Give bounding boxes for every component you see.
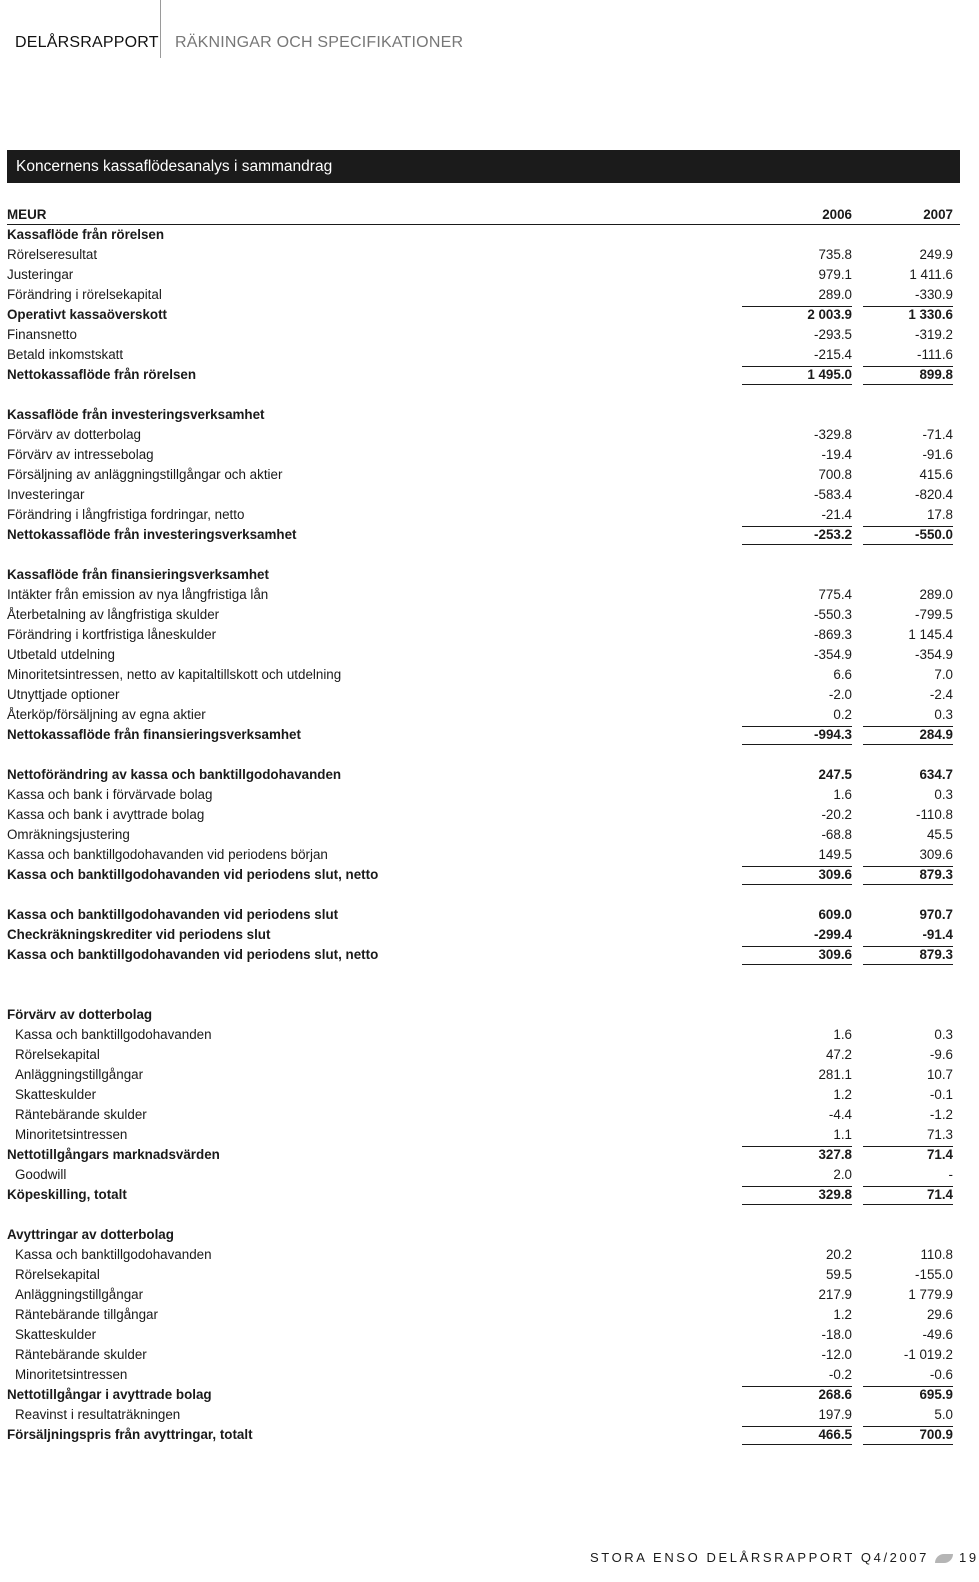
value-2006: -994.3 — [742, 725, 852, 745]
value-2007: 1 145.4 — [908, 627, 953, 642]
value-2006: 289.0 — [818, 287, 852, 302]
row-label: Investeringar — [7, 487, 85, 502]
value-2007: 970.7 — [919, 907, 953, 922]
table-row — [7, 805, 960, 825]
table-row — [7, 845, 960, 865]
row-label: Anläggningstillgångar — [15, 1067, 144, 1082]
subtotal-row — [7, 1385, 960, 1405]
value-2007: 0.3 — [934, 707, 953, 722]
table-row — [7, 1025, 960, 1045]
value-2007: -319.2 — [915, 327, 953, 342]
value-2006: 775.4 — [818, 587, 852, 602]
footer-report-name: STORA ENSO DELÅRSRAPPORT Q4/2007 — [590, 1550, 929, 1565]
row-label: Återköp/försäljning av egna aktier — [7, 707, 206, 722]
value-2007: 0.3 — [934, 1027, 953, 1042]
row-label: Goodwill — [15, 1167, 67, 1182]
value-2006: -68.8 — [821, 827, 852, 842]
value-2007: -354.9 — [915, 647, 953, 662]
row-label: Kassa och banktillgodohavanden vid periodens början — [7, 847, 328, 862]
row-label: Rörelsekapital — [15, 1047, 100, 1062]
value-2007: 17.8 — [926, 507, 953, 522]
column-header-2007: 2007 — [923, 207, 953, 222]
value-2006: 979.1 — [818, 267, 852, 282]
value-2006: 59.5 — [825, 1267, 852, 1282]
row-label: Kassaflöde från rörelsen — [7, 227, 165, 242]
row-label: Försäljning av anläggningstillgångar och aktier — [7, 467, 283, 482]
row-label: Betald inkomstskatt — [7, 347, 124, 362]
total-row — [7, 765, 960, 785]
value-2007: -49.6 — [922, 1327, 953, 1342]
table-header-row — [7, 205, 960, 225]
total-row — [7, 1425, 960, 1445]
value-2006: -18.0 — [821, 1327, 852, 1342]
table-row — [7, 1105, 960, 1125]
value-2007: 5.0 — [934, 1407, 953, 1422]
row-label: Förvärv av intressebolag — [7, 447, 154, 462]
value-2006: -19.4 — [821, 447, 852, 462]
value-2007: -91.6 — [922, 447, 953, 462]
statement-title: Koncernens kassaflödesanalys i sammandrag — [16, 158, 333, 175]
table-row — [7, 825, 960, 845]
row-label: Nettokassaflöde från investeringsverksamhet — [7, 527, 297, 542]
value-2006: 700.8 — [818, 467, 852, 482]
value-2006: 281.1 — [818, 1067, 852, 1082]
value-2007: 29.6 — [926, 1307, 953, 1322]
section-heading-row — [7, 225, 960, 245]
row-label: Kassaflöde från investeringsverksamhet — [7, 407, 265, 422]
table-row — [7, 1065, 960, 1085]
table-row — [7, 685, 960, 705]
table-row — [7, 925, 960, 945]
section-heading-row — [7, 565, 960, 585]
row-label: Kassa och banktillgodohavanden vid periodens slut — [7, 907, 339, 922]
row-label: Nettotillgångar i avyttrade bolag — [7, 1387, 212, 1402]
value-2006: 1.1 — [833, 1127, 852, 1142]
value-2007: 695.9 — [863, 1385, 953, 1405]
table-row — [7, 585, 960, 605]
value-2007: 7.0 — [934, 667, 953, 682]
value-2007: -71.4 — [922, 427, 953, 442]
value-2007: -110.8 — [916, 807, 953, 822]
value-2007: 1 779.9 — [908, 1287, 953, 1302]
page-footer — [590, 1550, 979, 1565]
value-2006: 1.2 — [833, 1087, 852, 1102]
table-row — [7, 645, 960, 665]
value-2007: -155.0 — [915, 1267, 953, 1282]
row-label: Justeringar — [7, 267, 74, 282]
table-row — [7, 705, 960, 725]
unit-label: MEUR — [7, 207, 47, 222]
page-header — [0, 0, 960, 58]
value-2007: 284.9 — [863, 725, 953, 745]
value-2007: -550.0 — [863, 525, 953, 545]
table-row — [7, 625, 960, 645]
table-row — [7, 1345, 960, 1365]
value-2006: -550.3 — [814, 607, 852, 622]
value-2006: -329.8 — [814, 427, 852, 442]
section-heading-row — [7, 1005, 960, 1025]
row-label: Förvärv av dotterbolag — [7, 427, 141, 442]
table-row — [7, 1045, 960, 1065]
value-2006: 309.6 — [742, 865, 852, 885]
value-2006: -253.2 — [742, 525, 852, 545]
page-number: 19 — [958, 1550, 979, 1565]
table-row — [7, 325, 960, 345]
table-row — [7, 505, 960, 525]
statement-title-bar — [7, 150, 960, 183]
table-row — [7, 265, 960, 285]
value-2006: 0.2 — [833, 707, 852, 722]
row-label: Försäljningspris från avyttringar, totalt — [7, 1427, 253, 1442]
table-row — [7, 245, 960, 265]
table-row — [7, 1305, 960, 1325]
row-label: Återbetalning av långfristiga skulder — [7, 607, 220, 622]
subtotal-row — [7, 305, 960, 325]
value-2007: 309.6 — [919, 847, 953, 862]
value-2006: -21.4 — [821, 507, 852, 522]
row-label: Kassa och bank i förvärvade bolag — [7, 787, 213, 802]
row-label: Finansnetto — [7, 327, 77, 342]
row-label: Operativt kassaöverskott — [7, 307, 168, 322]
row-label: Kassa och banktillgodohavanden vid periodens slut, netto — [7, 867, 379, 882]
value-2006: 1.6 — [833, 787, 852, 802]
row-label: Omräkningsjustering — [7, 827, 130, 842]
table-row — [7, 785, 960, 805]
value-2006: -354.9 — [814, 647, 852, 662]
value-2007: -9.6 — [929, 1047, 953, 1062]
value-2006: -12.0 — [821, 1347, 852, 1362]
table-row — [7, 1285, 960, 1305]
table-row — [7, 665, 960, 685]
table-row — [7, 445, 960, 465]
value-2006: 609.0 — [818, 907, 852, 922]
value-2007: 110.8 — [920, 1247, 953, 1262]
total-row — [7, 525, 960, 545]
total-row — [7, 865, 960, 885]
total-row — [7, 945, 960, 965]
table-row — [7, 1405, 960, 1425]
row-label: Utnyttjade optioner — [7, 687, 120, 702]
row-label: Räntebärande skulder — [15, 1107, 147, 1122]
section-heading-row — [7, 405, 960, 425]
table-row — [7, 485, 960, 505]
row-label: Förvärv av dotterbolag — [7, 1007, 153, 1022]
value-2007: 415.6 — [919, 467, 953, 482]
total-row — [7, 725, 960, 745]
row-label: Köpeskilling, totalt — [7, 1187, 127, 1202]
row-label: Nettoförändring av kassa och banktillgodohavanden — [7, 767, 342, 782]
leaf-icon — [935, 1554, 953, 1563]
value-2006: -20.2 — [821, 807, 852, 822]
value-2006: 217.9 — [818, 1287, 852, 1302]
value-2007: 289.0 — [919, 587, 953, 602]
section-heading-row — [7, 1225, 960, 1245]
value-2006: 735.8 — [818, 247, 852, 262]
value-2007: 71.3 — [926, 1127, 953, 1142]
value-2007: -1.2 — [929, 1107, 953, 1122]
table-row — [7, 1325, 960, 1345]
value-2006: 329.8 — [742, 1185, 852, 1205]
section-label-report: DELÅRSRAPPORT — [15, 34, 159, 51]
row-label: Kassa och banktillgodohavanden vid periodens slut, netto — [7, 947, 379, 962]
table-row — [7, 285, 960, 305]
row-label: Kassa och bank i avyttrade bolag — [7, 807, 205, 822]
row-label: Minoritetsintressen — [15, 1127, 128, 1142]
table-row — [7, 1165, 960, 1185]
value-2007: -0.1 — [929, 1087, 953, 1102]
total-row — [7, 1185, 960, 1205]
value-2006: -583.4 — [814, 487, 852, 502]
value-2007: 71.4 — [863, 1185, 953, 1205]
table-row — [7, 905, 960, 925]
value-2006: 466.5 — [742, 1425, 852, 1445]
value-2007: 879.3 — [863, 945, 953, 965]
value-2007: 71.4 — [863, 1145, 953, 1165]
table-row — [7, 465, 960, 485]
table-row — [7, 1245, 960, 1265]
row-label: Reavinst i resultaträkningen — [15, 1407, 181, 1422]
row-label: Utbetald utdelning — [7, 647, 115, 662]
row-label: Checkräkningskrediter vid periodens slut — [7, 927, 271, 942]
subtotal-row — [7, 1145, 960, 1165]
value-2006: 2 003.9 — [742, 305, 852, 325]
value-2007: -2.4 — [929, 687, 953, 702]
value-2006: 1.2 — [833, 1307, 852, 1322]
table-row — [7, 1125, 960, 1145]
total-row — [7, 365, 960, 385]
value-2007: -111.6 — [917, 347, 953, 362]
row-label: Förändring i långfristiga fordringar, netto — [7, 507, 245, 522]
value-2006: -869.3 — [814, 627, 852, 642]
row-label: Nettotillgångars marknadsvärden — [7, 1147, 220, 1162]
value-2006: 309.6 — [742, 945, 852, 965]
value-2007: -0.6 — [929, 1367, 953, 1382]
value-2007: 10.7 — [926, 1067, 953, 1082]
row-label: Kassa och banktillgodohavanden — [15, 1247, 212, 1262]
table-row — [7, 425, 960, 445]
value-2006: -0.2 — [828, 1367, 852, 1382]
row-label: Räntebärande tillgångar — [15, 1307, 158, 1322]
value-2006: -4.4 — [828, 1107, 852, 1122]
row-label: Minoritetsintressen — [15, 1367, 128, 1382]
value-2007: 1 330.6 — [863, 305, 953, 325]
row-label: Nettokassaflöde från finansieringsverksamhet — [7, 727, 301, 742]
value-2007: 899.8 — [863, 365, 953, 385]
value-2007: -330.9 — [915, 287, 953, 302]
value-2006: -299.4 — [814, 927, 852, 942]
row-label: Anläggningstillgångar — [15, 1287, 144, 1302]
table-row — [7, 1085, 960, 1105]
table-row — [7, 1265, 960, 1285]
row-label: Intäkter från emission av nya långfristiga lån — [7, 587, 269, 602]
value-2007: 700.9 — [863, 1425, 953, 1445]
value-2006: 20.2 — [825, 1247, 852, 1262]
row-label: Kassa och banktillgodohavanden — [15, 1027, 212, 1042]
header-divider — [160, 0, 161, 58]
value-2006: 47.2 — [825, 1047, 852, 1062]
value-2007: - — [948, 1167, 953, 1182]
value-2007: -91.4 — [922, 927, 953, 942]
value-2007: 634.7 — [919, 767, 953, 782]
value-2006: -293.5 — [814, 327, 852, 342]
value-2007: 45.5 — [926, 827, 953, 842]
row-label: Rörelseresultat — [7, 247, 98, 262]
value-2006: 247.5 — [818, 767, 852, 782]
cash-flow-table — [7, 205, 960, 1445]
value-2007: 249.9 — [919, 247, 953, 262]
row-label: Räntebärande skulder — [15, 1347, 147, 1362]
row-label: Avyttringar av dotterbolag — [7, 1227, 174, 1242]
value-2007: -1 019.2 — [903, 1347, 953, 1362]
value-2006: 1.6 — [833, 1027, 852, 1042]
value-2007: 879.3 — [863, 865, 953, 885]
table-row — [7, 605, 960, 625]
table-row — [7, 345, 960, 365]
row-label: Skatteskulder — [15, 1087, 97, 1102]
value-2006: 268.6 — [742, 1385, 852, 1405]
row-label: Minoritetsintressen, netto av kapitaltillskott och utdelning — [7, 667, 342, 682]
row-label: Förändring i rörelsekapital — [7, 287, 162, 302]
value-2007: 0.3 — [934, 787, 953, 802]
value-2006: 1 495.0 — [742, 365, 852, 385]
table-row — [7, 1365, 960, 1385]
value-2006: 327.8 — [742, 1145, 852, 1165]
row-label: Nettokassaflöde från rörelsen — [7, 367, 197, 382]
column-header-2006: 2006 — [822, 207, 852, 222]
row-label: Förändring i kortfristiga låneskulder — [7, 627, 217, 642]
value-2006: 197.9 — [818, 1407, 852, 1422]
value-2006: 2.0 — [833, 1167, 852, 1182]
row-label: Skatteskulder — [15, 1327, 97, 1342]
section-label-statements: RÄKNINGAR OCH SPECIFIKATIONER — [175, 34, 464, 51]
value-2006: 6.6 — [833, 667, 852, 682]
row-label: Rörelsekapital — [15, 1267, 100, 1282]
value-2006: -215.4 — [814, 347, 852, 362]
value-2007: -799.5 — [915, 607, 953, 622]
row-label: Kassaflöde från finansieringsverksamhet — [7, 567, 269, 582]
value-2007: 1 411.6 — [909, 267, 953, 282]
value-2006: -2.0 — [828, 687, 852, 702]
value-2007: -820.4 — [915, 487, 953, 502]
value-2006: 149.5 — [818, 847, 852, 862]
